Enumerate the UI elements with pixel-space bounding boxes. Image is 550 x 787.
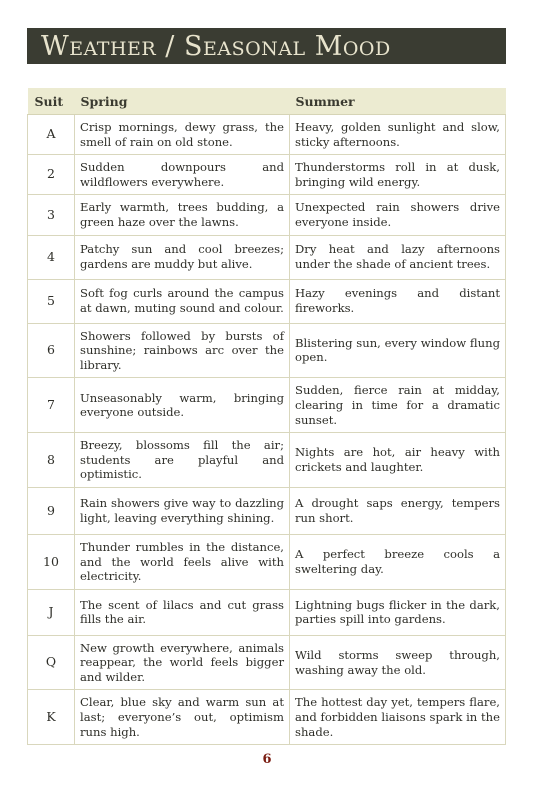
title-banner (27, 28, 506, 64)
spring-cell: Breezy, blossoms fill the air; students are playful and optimistic. (75, 433, 290, 488)
summer-cell: Blistering sun, every window flung open. (290, 323, 506, 378)
suit-cell: 8 (28, 433, 75, 488)
column-header-summer: Summer (290, 88, 506, 115)
spring-cell: Soft fog curls around the campus at dawn, muting sound and colour. (75, 279, 290, 323)
spring-cell: Sudden downpours and wildflowers everywhere. (75, 155, 290, 195)
summer-cell: Unexpected rain showers drive everyone inside. (290, 195, 506, 235)
summer-cell: Lightning bugs flicker in the dark, parties spill into gardens. (290, 589, 506, 635)
summer-cell: Sudden, fierce rain at midday, clearing in time for a dramatic sunset. (290, 378, 506, 433)
table-row (28, 690, 506, 745)
spring-cell: Thunder rumbles in the distance, and the world feels alive with electricity. (75, 534, 290, 589)
table-row (28, 534, 506, 589)
table-row (28, 235, 506, 279)
table-row (28, 635, 506, 690)
suit-cell: A (28, 115, 75, 155)
spring-cell: New growth everywhere, animals reappear, the world feels bigger and wilder. (75, 635, 290, 690)
suit-cell: 7 (28, 378, 75, 433)
page-title: Weather / Seasonal Mood (41, 30, 391, 62)
summer-cell: Nights are hot, air heavy with crickets and laughter. (290, 433, 506, 488)
table-row (28, 589, 506, 635)
spring-cell: Clear, blue sky and warm sun at last; everyone’s out, optimism runs high. (75, 690, 290, 745)
spring-cell: Early warmth, trees budding, a green haze over the lawns. (75, 195, 290, 235)
page-number: 6 (262, 752, 272, 767)
spring-cell: Rain showers give way to dazzling light, leaving everything shining. (75, 487, 290, 534)
spring-cell: Patchy sun and cool breezes; gardens are muddy but alive. (75, 235, 290, 279)
spring-cell: Showers followed by bursts of sunshine; rainbows arc over the library. (75, 323, 290, 378)
table-header-row (28, 88, 506, 115)
summer-cell: Hazy evenings and distant fireworks. (290, 279, 506, 323)
summer-cell: Heavy, golden sunlight and slow, sticky afternoons. (290, 115, 506, 155)
table-row (28, 115, 506, 155)
summer-cell: A perfect breeze cools a sweltering day. (290, 534, 506, 589)
suit-cell: 3 (28, 195, 75, 235)
table-row (28, 487, 506, 534)
suit-cell: 2 (28, 155, 75, 195)
suit-cell: 6 (28, 323, 75, 378)
table-row (28, 155, 506, 195)
spring-cell: Unseasonably warm, bringing everyone outside. (75, 378, 290, 433)
suit-cell: Q (28, 635, 75, 690)
table-row (28, 323, 506, 378)
column-header-spring: Spring (75, 88, 290, 115)
suit-cell: 4 (28, 235, 75, 279)
summer-cell: The hottest day yet, tempers flare, and forbidden liaisons spark in the shade. (290, 690, 506, 745)
weather-table (27, 88, 506, 745)
suit-cell: 9 (28, 487, 75, 534)
column-header-suit: Suit (28, 88, 75, 115)
summer-cell: Wild storms sweep through, washing away the old. (290, 635, 506, 690)
spring-cell: Crisp mornings, dewy grass, the smell of rain on old stone. (75, 115, 290, 155)
suit-cell: J (28, 589, 75, 635)
summer-cell: A drought saps energy, tempers run short. (290, 487, 506, 534)
suit-cell: 10 (28, 534, 75, 589)
suit-cell: 5 (28, 279, 75, 323)
weather-table-container (27, 88, 505, 745)
summer-cell: Dry heat and lazy afternoons under the shade of ancient trees. (290, 235, 506, 279)
spring-cell: The scent of lilacs and cut grass fills the air. (75, 589, 290, 635)
table-row (28, 378, 506, 433)
suit-cell: K (28, 690, 75, 745)
table-row (28, 195, 506, 235)
summer-cell: Thunderstorms roll in at dusk, bringing wild energy. (290, 155, 506, 195)
table-row (28, 433, 506, 488)
table-row (28, 279, 506, 323)
